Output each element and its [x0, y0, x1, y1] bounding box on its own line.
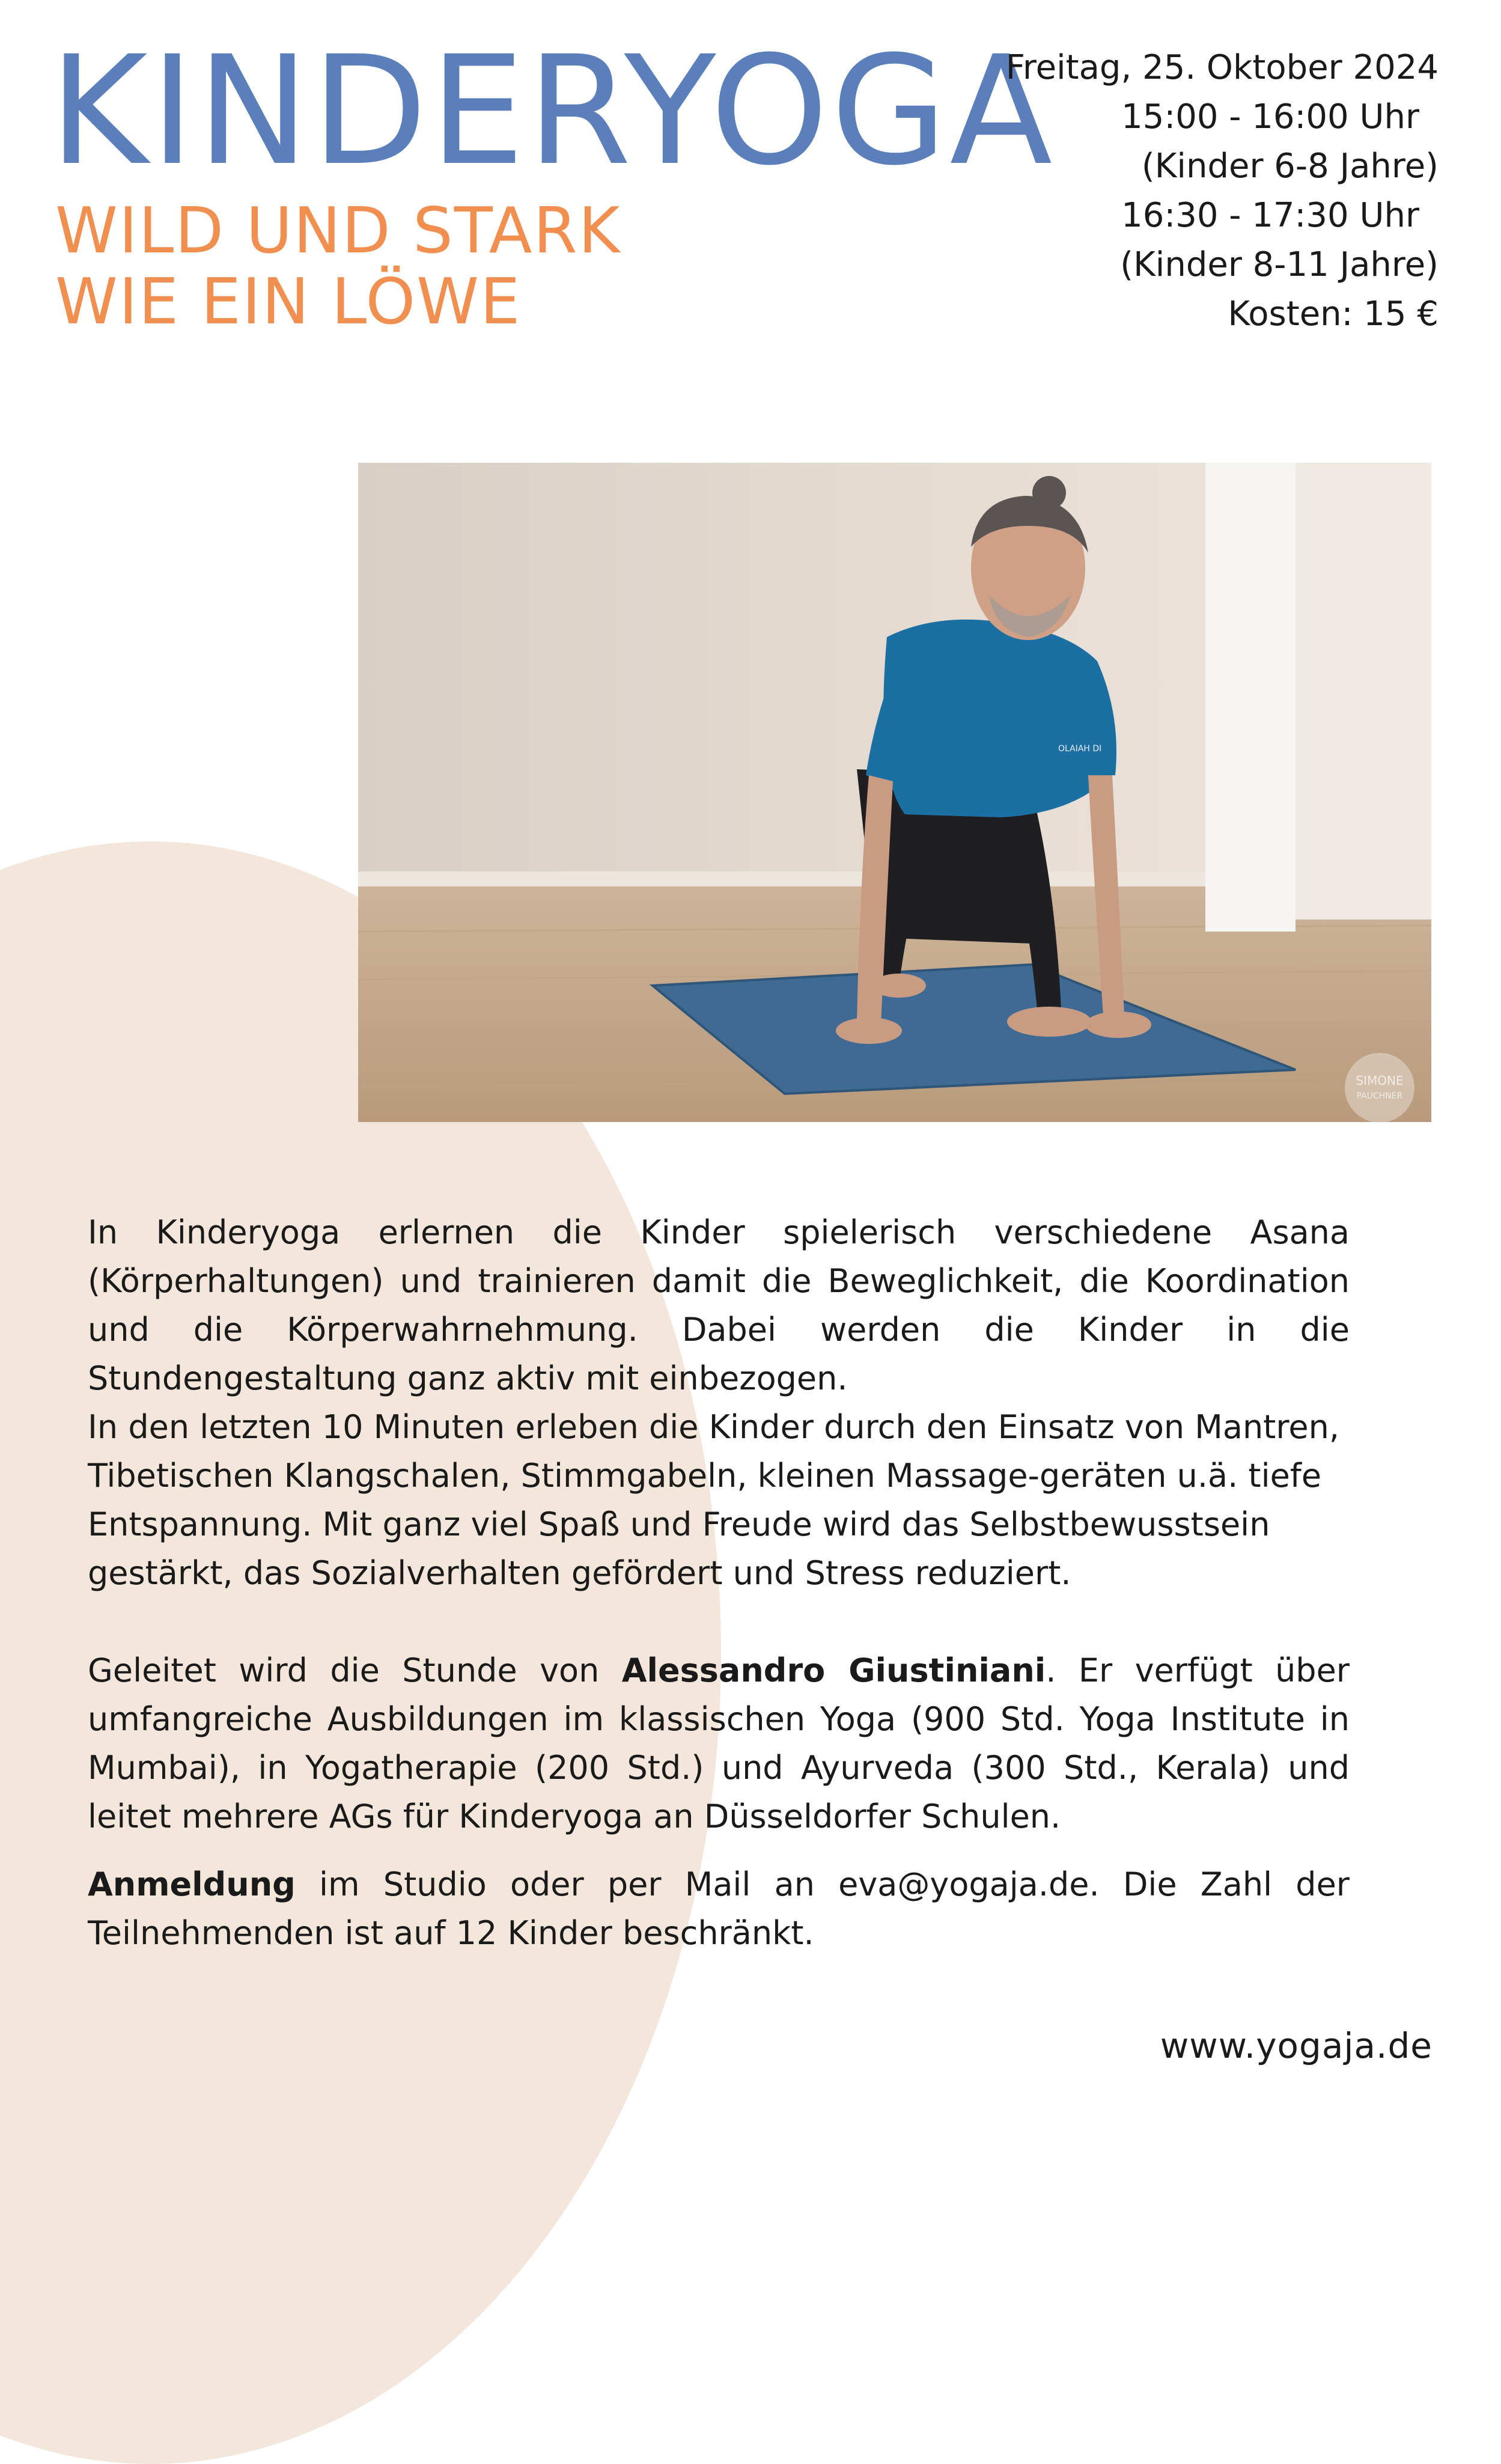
subtitle	[55, 195, 621, 337]
event-group-2: (Kinder 8-11 Jahre)	[1120, 245, 1439, 284]
paragraph-teacher: Geleitet wird die Stunde von Alessandro Giustiniani. Er verfügt über umfangreiche Ausbildungen im klassischen Yoga (900 Std. Yoga Institute in Mumbai), in Yogatherapie (200 Std.) und Ayurveda (300 Std., Kerala) und leitet mehrere AGs für Kinderyoga an Düsseldorfer Schulen.	[88, 1651, 1350, 1835]
event-date: Freitag, 25. Oktober 2024	[1005, 48, 1439, 87]
paragraph-intro: In Kinderyoga erlernen die Kinder spielerisch verschiedene Asana (Körperhaltungen) und trainieren damit die Beweglichkeit, die Koordination und die Körperwahrnehmung. Dabei werden die Kinder in die Stundengestaltung ganz aktiv mit einbezogen.	[88, 1213, 1350, 1397]
yoga-teacher-photo	[358, 463, 1431, 1122]
photo-illustration	[358, 463, 1431, 1122]
description	[88, 1208, 1350, 1957]
shirt-print: OLAIAH DI	[1058, 744, 1102, 754]
event-details	[958, 43, 1439, 339]
subtitle-line-1: WILD UND STARK	[55, 194, 621, 267]
event-cost: Kosten: 15 €	[1228, 294, 1439, 334]
watermark-line-1: SIMONE	[1356, 1073, 1404, 1088]
teacher-name: Alessandro Giustiniani	[621, 1651, 1046, 1689]
paragraph-relaxation: In den letzten 10 Minuten erleben die Kinder durch den Einsatz von Mantren, Tibetischen Klangschalen, Stimmgabeln, kleinen Massage-geräten u.ä. tiefe Entspannung. Mit ganz viel Spaß und Freude wird das Selbstbewusstsein gestärkt, das Sozialverhalten gefördert und Stress reduziert.	[88, 1408, 1339, 1592]
paragraph-registration: Anmeldung im Studio oder per Mail an eva@yogaja.de. Die Zahl der Teilnehmenden ist auf 12 Kinder beschränkt.	[88, 1865, 1350, 1952]
watermark-line-2: PAUCHNER	[1356, 1091, 1403, 1101]
website-link[interactable]: www.yogaja.de	[1160, 2025, 1432, 2066]
event-time-2: 16:30 - 17:30 Uhr	[1121, 196, 1419, 235]
page-title: KINDERYOGA	[49, 23, 1055, 198]
registration-label: Anmeldung	[88, 1865, 296, 1903]
event-time-1: 15:00 - 16:00 Uhr	[1121, 97, 1419, 136]
subtitle-line-2: WIE EIN LÖWE	[55, 265, 522, 338]
event-group-1: (Kinder 6-8 Jahre)	[1141, 147, 1439, 186]
